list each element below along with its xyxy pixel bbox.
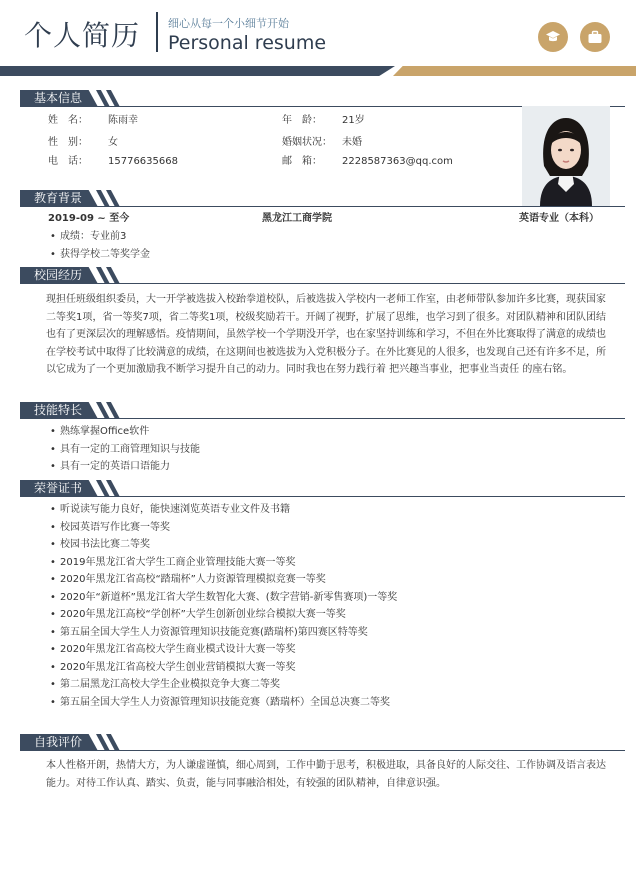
education-major: 英语专业（本科）	[519, 213, 599, 224]
list-item: • 校园英语写作比赛一等奖	[48, 519, 397, 537]
self-evaluation-paragraph: 本人性格开朗，热情大方，为人谦虚谨慎，细心周到，工作中勤于思考，积极进取，具备良好的人际交往、工作协调及语言表达能力。对待工作认真、踏实、负责，能与同事融洽相处，有较强的团队精神，自律意识强。	[46, 760, 606, 789]
list-item: • 2020年黑龙江省高校大学生商业模式设计大赛一等奖	[48, 641, 397, 659]
list-item: • 2020年黑龙江省高校大学生创业营销模拟大赛一等奖	[48, 659, 397, 677]
phone-label: 电 话：	[48, 156, 88, 167]
header-band-dark	[0, 66, 395, 76]
header-band-gold	[393, 66, 636, 76]
list-item: • 具有一定的工商管理知识与技能	[48, 441, 200, 459]
list-item: • 第二届黑龙江高校大学生企业模拟竞争大赛二等奖	[48, 676, 397, 694]
list-item: • 具有一定的英语口语能力	[48, 458, 200, 476]
list-item: • 熟练掌握Office软件	[48, 423, 200, 441]
resume-title-en: Personal resume	[168, 32, 327, 54]
section-title: 技能特长	[34, 403, 83, 417]
education-period: 2019-09 ~ 至今	[48, 213, 130, 224]
section-title: 自我评价	[34, 735, 83, 749]
list-item: • 听说读写能力良好，能快速浏览英语专业文件及书籍	[48, 501, 397, 519]
section-header-education	[20, 190, 625, 207]
section-title: 基本信息	[34, 91, 83, 105]
section-title: 校园经历	[34, 268, 83, 282]
briefcase-icon	[580, 22, 610, 52]
marital-value: 未婚	[342, 137, 362, 148]
section-title: 荣誉证书	[34, 481, 83, 495]
email-label: 邮 箱：	[282, 156, 322, 167]
list-item: • 2020年黑龙江省高校“踏瑞杯”人力资源管理模拟竞赛一等奖	[48, 571, 397, 589]
list-item: • 2019年黑龙江省大学生工商企业管理技能大赛一等奖	[48, 554, 397, 572]
email-value: 2228587363@qq.com	[342, 156, 453, 167]
phone-value: 15776635668	[108, 156, 178, 167]
section-header-campus	[20, 267, 625, 284]
section-header-self	[20, 734, 625, 751]
section-header-honors	[20, 480, 625, 497]
age-value: 21岁	[342, 115, 365, 126]
gender-label: 性 别：	[48, 137, 88, 148]
skills-list	[48, 423, 200, 476]
education-list	[48, 228, 150, 263]
name-label: 姓 名：	[48, 115, 88, 126]
list-item: • 校园书法比赛二等奖	[48, 536, 397, 554]
education-school: 黑龙江工商学院	[262, 213, 332, 224]
graduation-cap-icon	[538, 22, 568, 52]
resume-slogan: 细心从每一个小细节开始	[168, 17, 289, 30]
honors-list	[48, 501, 397, 711]
list-item: • 获得学校二等奖学金	[48, 246, 150, 264]
list-item: • 2020年“新道杯”黑龙江省大学生数智化大赛、(数字营销-新零售赛项)一等奖	[48, 589, 397, 607]
age-label: 年 龄：	[282, 115, 322, 126]
list-item: • 2020年黑龙江高校“学创杯”大学生创新创业综合模拟大赛一等奖	[48, 606, 397, 624]
list-item: • 第五届全国大学生人力资源管理知识技能竞赛(踏瑞杯)第四赛区特等奖	[48, 624, 397, 642]
gender-value: 女	[108, 137, 118, 148]
name-value: 陈雨幸	[108, 115, 138, 126]
campus-paragraph: 现担任班级组织委员，大一开学被选拔入校跆拳道校队，后被选拔入学校内一老师工作室，由老师带队参加许多比赛，现获国家二等奖1项，省一等奖7项，省二等奖1项，校级奖励若干。开阔了视野，扩展了思维，也学习到了很多。对团队精神和团队团结也有了更深层次的理解感悟。疫情期间，虽然学校一个学期没开学，也在家坚持训练和学习，不但在外比赛取得了满意的成绩也在学校考试中取得了比较满意的成绩，在这期间也被选拔为入党积极分子。在外比赛见的人很多，也发现自己还有许多不足，所以它成为了一个更加激励我不断学习提升自己的动力。同时我也在努力践行着 把兴趣当事业，把事业当责任 的座右铭。	[46, 294, 606, 375]
list-item: • 成绩：专业前3	[48, 228, 150, 246]
section-header-basic	[20, 90, 625, 107]
section-header-skills	[20, 402, 625, 419]
section-title: 教育背景	[34, 191, 83, 205]
list-item: • 第五届全国大学生人力资源管理知识技能竞赛（踏瑞杯）全国总决赛二等奖	[48, 694, 397, 712]
marital-label: 婚姻状况：	[282, 137, 332, 148]
header-divider	[156, 12, 158, 52]
resume-title-cn: 个人简历	[24, 19, 141, 52]
